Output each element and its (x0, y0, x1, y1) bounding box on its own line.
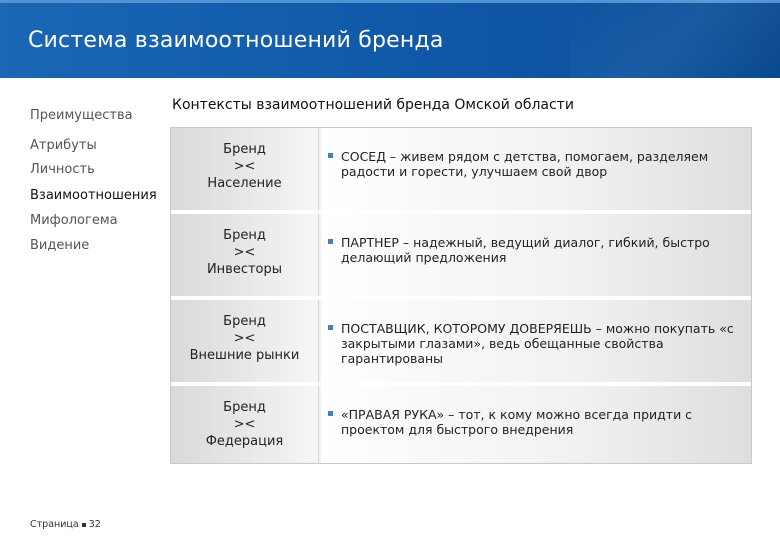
bullet-icon (328, 325, 333, 330)
row-header-line: >< (233, 331, 256, 346)
table-row (171, 300, 751, 382)
row-content (321, 128, 751, 210)
row-text: ПАРТНЕР – надежный, ведущий диалог, гибкий, быстро делающий предложения (341, 235, 710, 265)
page-number: 32 (88, 519, 101, 530)
table-row (171, 128, 751, 210)
nav-item-advantages[interactable]: Преимущества (30, 108, 133, 123)
row-header (171, 386, 319, 463)
row-header-line: Инвесторы (206, 262, 283, 277)
row-header-line: Бренд (223, 400, 266, 415)
bullet-icon (328, 153, 333, 158)
nav-item-vision[interactable]: Видение (30, 238, 90, 253)
nav-item-mythologem[interactable]: Мифологема (30, 213, 118, 228)
row-header (171, 300, 319, 382)
nav-item-relationships[interactable]: Взаимоотношения (30, 188, 157, 203)
nav-item-attributes[interactable]: Атрибуты (30, 138, 97, 153)
row-content (321, 386, 751, 463)
row-content (321, 300, 751, 382)
section-title: Контексты взаимоотношений бренда Омской области (172, 97, 574, 113)
row-text: ПОСТАВЩИК, КОТОРОМУ ДОВЕРЯЕШЬ – можно покупать «с закрытыми глазами», ведь обещанные свойства гарантированы (341, 321, 734, 366)
slide-title: Система взаимоотношений бренда (28, 28, 444, 53)
page-footer (30, 519, 101, 530)
contexts-table (170, 127, 752, 464)
table-row (171, 386, 751, 463)
page-label: Страница (30, 519, 79, 530)
row-header-line: Бренд (223, 142, 266, 157)
slide-header (0, 0, 780, 78)
row-header (171, 214, 319, 296)
row-header (171, 128, 319, 210)
row-text: СОСЕД – живем рядом с детства, помогаем, разделяем радости и горести, улучшаем свой двор (341, 149, 709, 179)
row-header-line: >< (233, 159, 256, 174)
row-text: «ПРАВАЯ РУКА» – тот, к кому можно всегда придти с проектом для быстрого внедрения (341, 407, 693, 437)
row-header-line: Бренд (223, 228, 266, 243)
table-row (171, 214, 751, 296)
row-content (321, 214, 751, 296)
bullet-icon (328, 239, 333, 244)
row-header-line: Внешние рынки (189, 348, 300, 363)
row-header-line: >< (233, 417, 256, 432)
nav-item-personality[interactable]: Личность (30, 162, 95, 177)
row-header-line: >< (233, 245, 256, 260)
row-header-line: Население (207, 176, 282, 191)
row-header-line: Бренд (223, 314, 266, 329)
row-header-line: Федерация (205, 434, 284, 449)
square-bullet-icon (82, 523, 86, 527)
header-decoration (570, 0, 780, 78)
bullet-icon (328, 411, 333, 416)
